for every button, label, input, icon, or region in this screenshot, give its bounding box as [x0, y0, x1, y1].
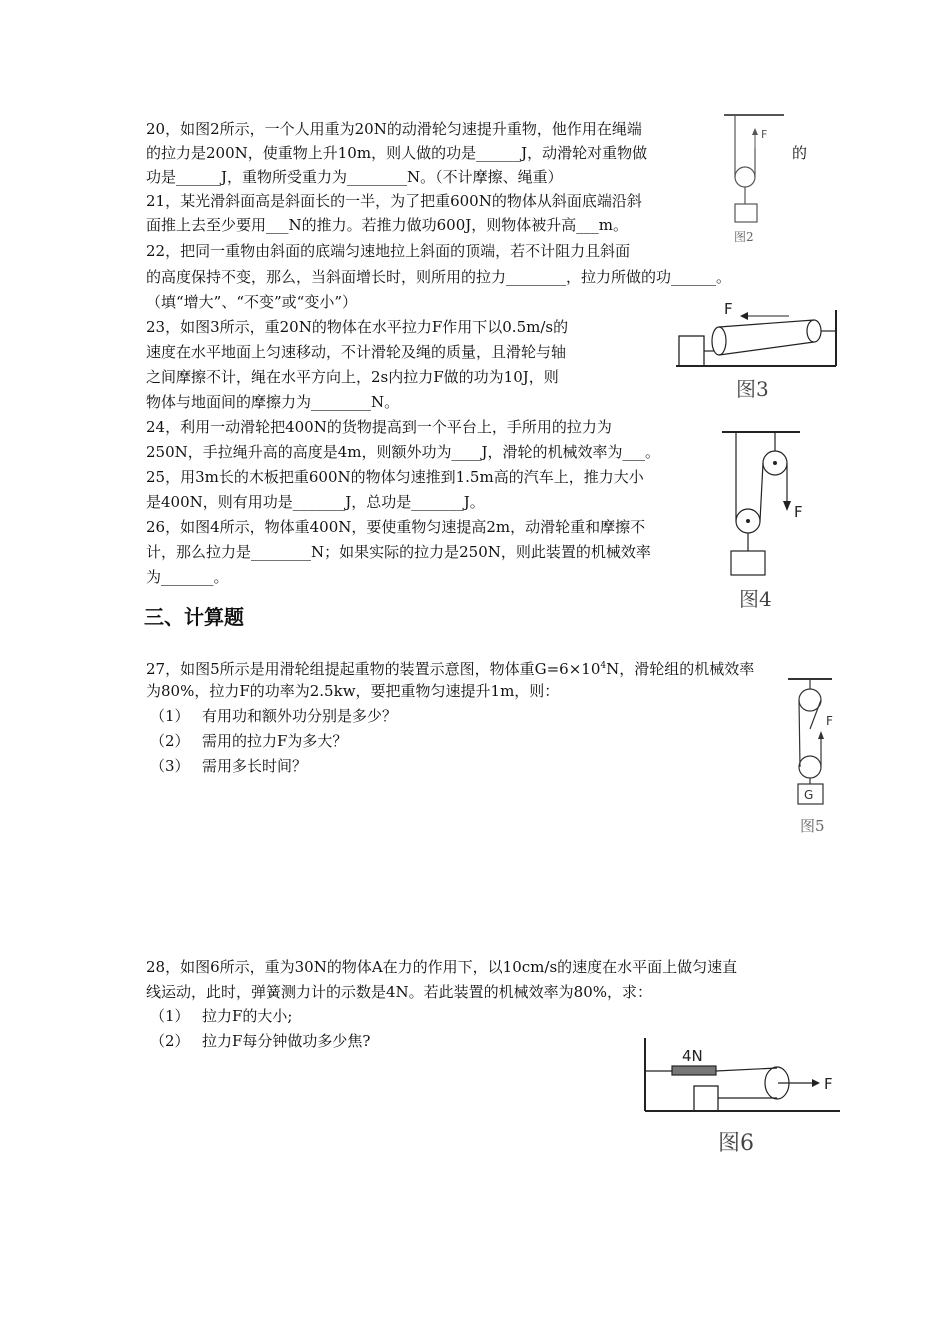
fig5-force-label: F: [826, 714, 833, 728]
q27-sub-2: [150, 730, 347, 753]
section-title: 三、计算题: [144, 605, 244, 629]
q22-line-3: （填“增大”、“不变”或“变小”）: [146, 293, 358, 311]
q27-line-1: [146, 655, 754, 681]
q23-line-4: 物体与地面间的摩擦力为________N。: [146, 393, 400, 411]
figure-2: [722, 110, 792, 250]
fig3-rope-top: [719, 320, 814, 327]
fig5-moving-pulley: [799, 756, 821, 778]
figure-4: [722, 425, 822, 615]
q27-line-1-main: 27，如图5所示是用滑轮组提起重物的装置示意图，物体重G=6×10: [146, 660, 601, 678]
q27-line-2: 为80%，拉力F的功率为2.5kw，要把重物匀速提升1m，则：: [146, 682, 560, 700]
q27-sub-3-text: 需用多长时间？: [202, 757, 308, 775]
fig6-force-label: F: [824, 1075, 833, 1093]
fig3-caption: 图3: [736, 377, 769, 401]
q26-line-1: 26，如图4所示，物体重400N，要使重物匀速提高2m，动滑轮重和摩擦不: [146, 518, 646, 536]
q28-line-1: 28，如图6所示，重为30N的物体A在力的作用下，以10cm/s的速度在水平面上做匀速直: [146, 958, 738, 976]
fig5-caption: 图5: [800, 817, 825, 835]
fig6-rope-top: [716, 1068, 777, 1071]
fig4-caption: 图4: [739, 587, 772, 611]
fig6-force-arrowhead: [812, 1079, 820, 1087]
fig4-force-arrowhead: [783, 501, 791, 511]
fig3-pulley-left: [712, 327, 726, 355]
q28-sub-2: [150, 1030, 370, 1053]
q24-line-1: 24，利用一动滑轮把400N的货物提高到一个平台上，手所用的拉力为: [146, 418, 612, 436]
q23-line-1: 23，如图3所示，重20N的物体在水平拉力F作用下以0.5m/s的: [146, 318, 569, 336]
q27-sub-1-num: （1）: [150, 707, 190, 725]
fig2-weight: [735, 204, 757, 222]
q22-line-1: 22，把同一重物由斜面的底端匀速地拉上斜面的顶端，若不计阻力且斜面: [146, 242, 631, 260]
q27-line-1-end: N，滑轮组的机械效率: [606, 660, 755, 678]
fig4-fixed-axle: [773, 461, 777, 465]
fig3-force-arrowhead: [740, 312, 748, 320]
q27-sub-1: [150, 705, 397, 728]
fig5-rope-1: [799, 700, 800, 767]
fig6-caption: 图6: [718, 1131, 754, 1156]
fig4-moving-axle: [746, 519, 750, 523]
q25-line-2: 是400N，则有用功是_______J，总功是_______J。: [146, 493, 485, 511]
q21-line-1: 21，某光滑斜面高是斜面长的一半，为了把重600N的物体从斜面底端沿斜: [146, 192, 642, 210]
q23-line-3: 之间摩擦不计，绳在水平方向上，2s内拉力F做的功为10J，则: [146, 368, 559, 386]
fig3-pulley-right: [807, 320, 821, 342]
q20-line-1: 20，如图2所示，一个人用重为20N的动滑轮匀速提升重物，他作用在绳端: [146, 120, 642, 138]
q22-line-2: 的高度保持不变，那么，当斜面增长时，则所用的拉力________，拉力所做的功______。: [146, 268, 732, 286]
fig6-block-A: [694, 1086, 718, 1111]
figure-3: [674, 296, 844, 406]
fig6-scale-label: 4N: [682, 1047, 703, 1065]
q26-line-3: 为_______。: [146, 568, 229, 586]
fig4-weight: [731, 551, 765, 575]
q27-sub-2-text: 需用的拉力F为多大？: [202, 732, 348, 750]
fig2-force-label: F: [761, 128, 768, 141]
fig2-pulley: [735, 167, 755, 187]
q26-line-2: 计，那么拉力是________N；如果实际的拉力是250N，则此装置的机械效率: [146, 543, 651, 561]
q20-trailing-char: 的: [792, 144, 808, 162]
figure-5: [788, 673, 848, 843]
q27-sub-3: [150, 755, 307, 778]
q24-line-2: 250N，手拉绳升高的高度是4m，则额外功为____J，滑轮的机械效率为___。: [146, 443, 661, 461]
fig3-force-label: F: [724, 300, 733, 318]
q27-sub-1-text: 有用功和额外功分别是多少？: [202, 707, 398, 725]
fig4-rope-2: [760, 463, 763, 521]
q27-sub-2-num: （2）: [150, 732, 190, 750]
fig5-weight-label: G: [804, 788, 814, 802]
fig2-force-arrowhead: [752, 128, 758, 135]
q28-sub-2-num: （2）: [150, 1032, 190, 1050]
q28-line-2: 线运动，此时，弹簧测力计的示数是4N。若此装置的机械效率为80%，求：: [146, 983, 653, 1001]
q20-line-2: 的拉力是200N，使重物上升10m，则人做的功是______J，动滑轮对重物做: [146, 144, 648, 162]
fig5-force-arrowhead: [818, 731, 824, 739]
fig6-spring-scale: [672, 1066, 716, 1075]
q27-sub-3-num: （3）: [150, 757, 190, 775]
fig3-block: [679, 336, 704, 366]
q20-line-3: 功是______J，重物所受重力为________N。（不计摩擦、绳重）: [146, 168, 563, 186]
fig2-caption: 图2: [734, 230, 754, 244]
fig4-force-label: F: [794, 503, 803, 521]
q27-exponent: 4: [600, 661, 607, 671]
q28-sub-2-text: 拉力F每分钟做功多少焦?: [202, 1032, 371, 1050]
q21-line-2: 面推上去至少要用___N的推力。若推力做功600J，则物体被升高___m。: [146, 216, 628, 234]
q25-line-1: 25，用3m长的木板把重600N的物体匀速推到1.5m高的汽车上，推力大小: [146, 468, 644, 486]
fig5-rope-2: [810, 700, 821, 729]
fig3-rope-bottom: [719, 342, 814, 355]
q23-line-2: 速度在水平地面上匀速移动，不计滑轮及绳的质量，且滑轮与轴: [146, 343, 567, 361]
figure-6: [640, 1036, 845, 1161]
q28-sub-1-text: 拉力F的大小;: [202, 1007, 293, 1025]
q28-sub-1-num: （1）: [150, 1007, 190, 1025]
q28-sub-1: [150, 1005, 292, 1028]
